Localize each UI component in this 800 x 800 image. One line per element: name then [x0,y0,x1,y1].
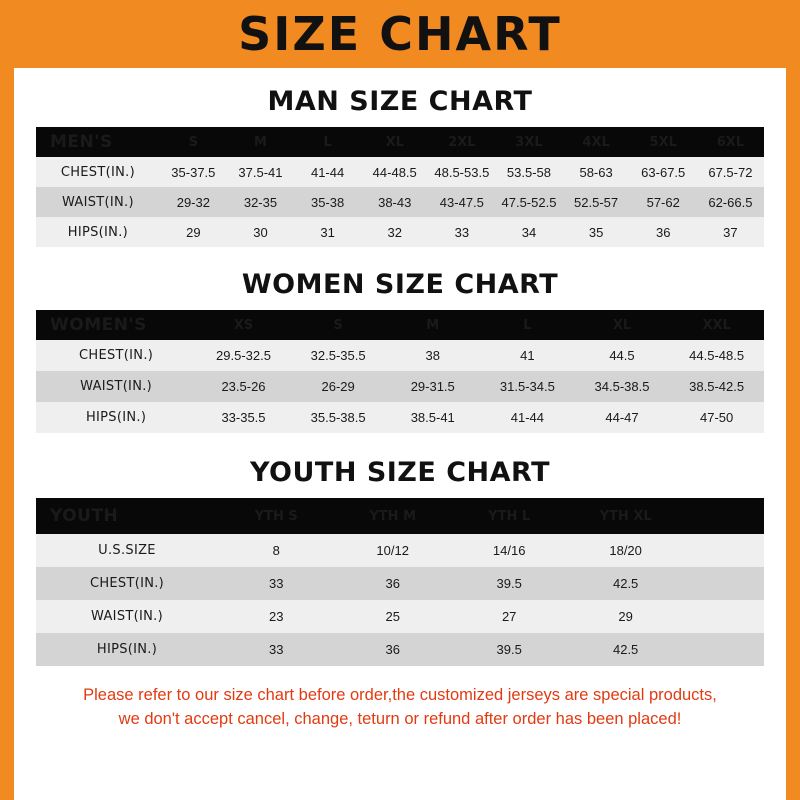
cell: 58-63 [563,157,630,187]
cell: 32-35 [227,187,294,217]
cell-spacer [684,600,764,633]
section-youth [36,457,764,666]
column-header: 3XL [495,127,562,157]
cell: 32.5-35.5 [291,340,386,371]
cell: 41-44 [480,402,575,433]
cell: 38 [385,340,480,371]
table-women-sizes [36,310,764,433]
cell: 52.5-57 [563,187,630,217]
table-header-women [36,310,764,340]
table-row [36,187,764,217]
cell: 48.5-53.5 [428,157,495,187]
cell: 35-38 [294,187,361,217]
cell: 38-43 [361,187,428,217]
cell: 32 [361,217,428,247]
table-row [36,217,764,247]
column-header: 2XL [428,127,495,157]
header-corner-youth: YOUTH [36,498,218,534]
cell: 44.5 [575,340,670,371]
cell: 47.5-52.5 [495,187,562,217]
column-header: YTH XL [567,498,683,534]
cell: 67.5-72 [697,157,764,187]
cell: 62-66.5 [697,187,764,217]
column-header: 4XL [563,127,630,157]
table-row [36,633,764,666]
cell: 42.5 [567,633,683,666]
cell: 35.5-38.5 [291,402,386,433]
row-label: CHEST(IN.) [36,340,196,371]
cell: 10/12 [334,534,450,567]
header-corner-men: MEN'S [36,127,160,157]
cell: 26-29 [291,371,386,402]
cell: 38.5-42.5 [669,371,764,402]
table-header-man [36,127,764,157]
cell: 29-32 [160,187,227,217]
column-header: XL [361,127,428,157]
row-label: U.S.SIZE [36,534,218,567]
table-row [36,600,764,633]
cell: 33 [218,633,334,666]
cell: 35-37.5 [160,157,227,187]
cell: 29.5-32.5 [196,340,291,371]
cell: 35 [563,217,630,247]
section-man [36,86,764,247]
cell: 8 [218,534,334,567]
table-body-youth [36,534,764,666]
cell: 23 [218,600,334,633]
header-corner-women: WOMEN'S [36,310,196,340]
cell: 42.5 [567,567,683,600]
cell: 39.5 [451,633,567,666]
table-header-row [36,310,764,340]
row-label: WAIST(IN.) [36,371,196,402]
cell: 63-67.5 [630,157,697,187]
table-man-sizes [36,127,764,247]
column-header: YTH L [451,498,567,534]
cell: 34 [495,217,562,247]
column-header: M [227,127,294,157]
column-header: YTH M [334,498,450,534]
header-spacer [684,498,764,534]
cell-spacer [684,633,764,666]
table-body-women [36,340,764,433]
cell: 31 [294,217,361,247]
cell: 44-47 [575,402,670,433]
row-label: WAIST(IN.) [36,600,218,633]
section-title-women: WOMEN SIZE CHART [241,269,559,300]
section-title-youth: YOUTH SIZE CHART [249,457,551,488]
page-title: SIZE CHART [238,7,562,61]
column-header: XXL [669,310,764,340]
column-header: S [160,127,227,157]
cell: 53.5-58 [495,157,562,187]
cell-spacer [684,567,764,600]
cell: 29 [567,600,683,633]
row-label: CHEST(IN.) [36,157,160,187]
cell: 47-50 [669,402,764,433]
cell: 43-47.5 [428,187,495,217]
cell: 37 [697,217,764,247]
cell: 57-62 [630,187,697,217]
column-header: XL [575,310,670,340]
table-row [36,567,764,600]
cell: 41 [480,340,575,371]
row-label: CHEST(IN.) [36,567,218,600]
table-row [36,534,764,567]
cell: 33 [428,217,495,247]
table-row [36,371,764,402]
cell: 36 [334,633,450,666]
row-label: WAIST(IN.) [36,187,160,217]
cell: 44-48.5 [361,157,428,187]
cell: 39.5 [451,567,567,600]
cell: 23.5-26 [196,371,291,402]
table-header-row [36,498,764,534]
cell-spacer [684,534,764,567]
column-header: L [294,127,361,157]
cell: 25 [334,600,450,633]
cell: 36 [630,217,697,247]
cell: 31.5-34.5 [480,371,575,402]
cell: 14/16 [451,534,567,567]
row-label: HIPS(IN.) [36,402,196,433]
order-notice [54,684,746,732]
cell: 33-35.5 [196,402,291,433]
notice-line-2: we don't accept cancel, change, teturn or refund after order has been placed! [118,709,682,728]
cell: 36 [334,567,450,600]
cell: 30 [227,217,294,247]
table-youth-sizes [36,498,764,666]
row-label: HIPS(IN.) [36,217,160,247]
cell: 18/20 [567,534,683,567]
page-content [14,86,786,732]
column-header: L [480,310,575,340]
table-row [36,340,764,371]
page-banner [14,0,786,68]
cell: 38.5-41 [385,402,480,433]
cell: 41-44 [294,157,361,187]
cell: 34.5-38.5 [575,371,670,402]
cell: 29 [160,217,227,247]
notice-line-1: Please refer to our size chart before order,the customized jerseys are special products, [83,686,717,704]
table-row [36,157,764,187]
table-header-row [36,127,764,157]
cell: 44.5-48.5 [669,340,764,371]
cell: 29-31.5 [385,371,480,402]
column-header: M [385,310,480,340]
column-header: 5XL [630,127,697,157]
table-row [36,402,764,433]
cell: 33 [218,567,334,600]
table-header-youth [36,498,764,534]
column-header: S [291,310,386,340]
cell: 37.5-41 [227,157,294,187]
section-women [36,269,764,433]
cell: 27 [451,600,567,633]
table-body-man [36,157,764,247]
column-header: XS [196,310,291,340]
column-header: YTH S [218,498,334,534]
column-header: 6XL [697,127,764,157]
section-title-man: MAN SIZE CHART [267,86,533,117]
row-label: HIPS(IN.) [36,633,218,666]
